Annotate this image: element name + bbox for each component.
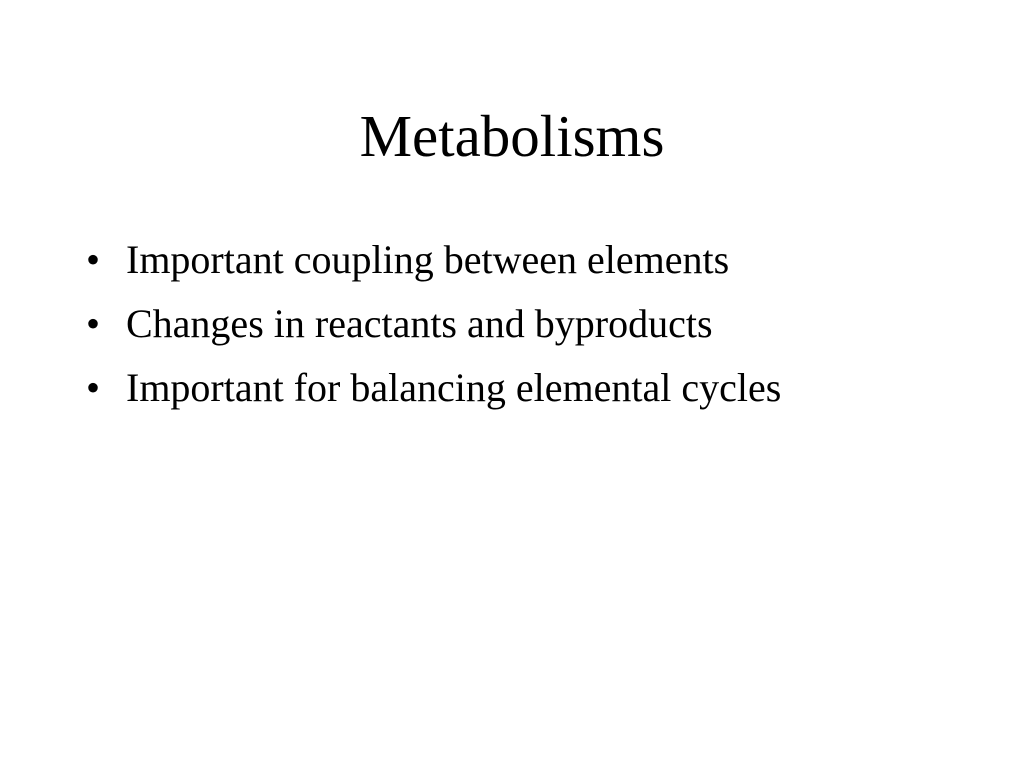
list-item xyxy=(86,292,986,356)
list-item xyxy=(86,228,986,292)
bullet-text: Changes in reactants and byproducts xyxy=(126,301,713,346)
bullet-text: Important coupling between elements xyxy=(126,237,730,282)
list-item xyxy=(86,356,986,420)
slide-title: Metabolisms xyxy=(359,103,665,169)
bullet-icon: • xyxy=(86,237,101,282)
bullet-list xyxy=(86,228,986,420)
bullet-icon: • xyxy=(86,301,101,346)
bullet-text: Important for balancing elemental cycles xyxy=(126,365,782,410)
bullet-icon: • xyxy=(86,365,101,410)
